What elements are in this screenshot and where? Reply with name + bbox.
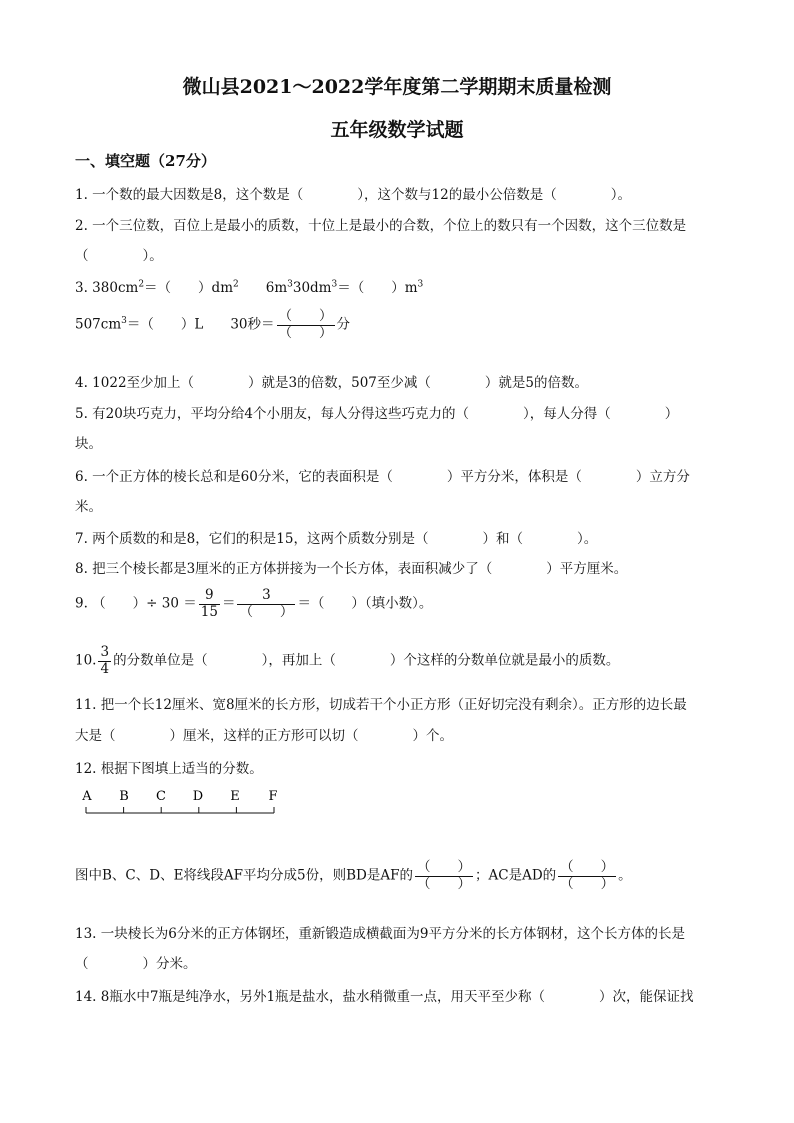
point-label-b: B <box>119 789 129 804</box>
question-10: 10. $\frac{3}{4}$ 的分数单位是（ ），再加上（ ）个这样的分数单位就是最小的质数。 <box>75 644 620 677</box>
question-5-line-2: 块。 <box>75 436 102 452</box>
question-3-line-2: $507cm^3=$（ ）L 30秒＝ $\frac{( )}{( )}$ 分 <box>75 308 351 341</box>
fraction-9-15: $\frac{9}{15}$ <box>200 587 218 620</box>
question-8: 8. 把三个棱长都是3厘米的正方体拼接为一个长方体，表面积减少了（ ）平方厘米。 <box>75 561 628 577</box>
question-5-line-1: 5. 有20块巧克力，平均分给4个小朋友，每人分得这些巧克力的（ ），每人分得（ ） <box>75 406 679 422</box>
fraction-blank: $\frac{( )}{( )}$ <box>278 308 333 341</box>
point-label-e: E <box>230 789 240 804</box>
question-14: 14. 8瓶水中7瓶是纯净水，另外1瓶是盐水，盐水稍微重一点，用天平至少称（ ）次，能保证找 <box>75 989 694 1005</box>
question-12-statement: 图中B、C、D、E将线段AF平均分成5份，则BD是AF的 $\frac{( )}{( )}$ ；AC是AD的 $\frac{( )}{( )}$ 。 <box>75 859 632 892</box>
question-1: 1. 一个数的最大因数是8，这个数是（ ），这个数与12的最小公倍数是（ ）。 <box>75 187 631 203</box>
fraction-3-blank: $\frac{3}{( )}$ <box>239 587 294 620</box>
question-11-line-1: 11. 把一个长12厘米、宽8厘米的长方形，切成若干个小正方形（正好切完没有剩余）。正方形的边长最 <box>75 697 687 713</box>
point-label-d: D <box>192 789 204 804</box>
question-2-line-2: （ ）。 <box>75 248 163 264</box>
question-9: 9. （ ）÷ 30 ＝ $\frac{9}{15}$ ＝ $\frac{3}{( )}$ ＝（ ）（填小数）。 <box>75 587 433 620</box>
page-title: 微山县2021～2022学年度第二学期期末质量检测 <box>182 76 612 98</box>
fraction-3-4: $\frac{3}{4}$ <box>100 644 110 677</box>
point-label-a: A <box>82 789 92 804</box>
segment-diagram <box>70 785 290 825</box>
point-label-f: F <box>268 789 278 804</box>
question-3-line-1: 3. $380cm^2=$（ ）$dm^2$ $6m^330dm^3=$（ ）$m^3$ <box>75 279 424 296</box>
fraction-blank-bd: $\frac{( )}{( )}$ <box>417 859 471 892</box>
fraction-blank-ac: $\frac{( )}{( )}$ <box>560 859 615 892</box>
question-6-line-1: 6. 一个正方体的棱长总和是60分米，它的表面积是（ ）平方分米，体积是（ ）立方分 <box>75 469 690 485</box>
question-13-line-2: （ ）分米。 <box>75 956 197 972</box>
section-heading-fill-in: 一、填空题（27分） <box>75 152 216 170</box>
question-6-line-2: 米。 <box>75 499 102 515</box>
point-label-c: C <box>156 789 166 804</box>
question-4: 4. 1022至少加上（ ）就是3的倍数，507至少减（ ）就是5的倍数。 <box>75 375 588 391</box>
question-11-line-2: 大是（ ）厘米，这样的正方形可以切（ ）个。 <box>75 728 453 744</box>
page-subtitle: 五年级数学试题 <box>330 119 464 141</box>
question-13-line-1: 13. 一块棱长为6分米的正方体钢坯，重新锻造成横截面为9平方分米的长方体钢材，这个长方体的长是 <box>75 926 685 942</box>
question-7: 7. 两个质数的和是8，它们的积是15，这两个质数分别是（ ）和（ ）。 <box>75 531 598 547</box>
question-2-line-1: 2. 一个三位数，百位上是最小的质数，十位上是最小的合数，个位上的数只有一个因数，这个三位数是 <box>75 218 687 234</box>
question-12: 12. 根据下图填上适当的分数。 <box>75 761 263 777</box>
